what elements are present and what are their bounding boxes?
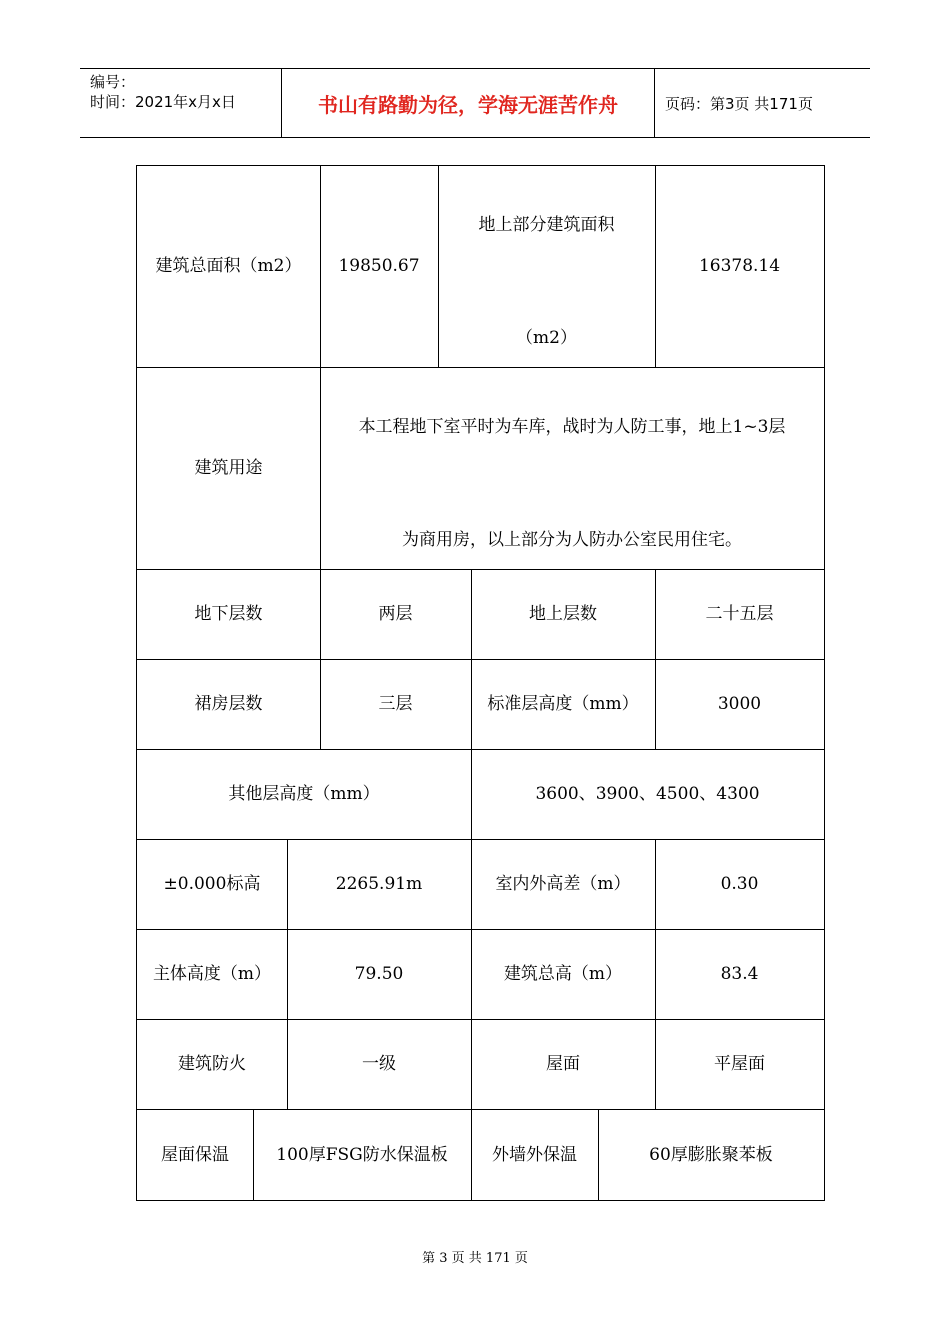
total-area-label: 建筑总面积（m2） xyxy=(155,256,302,277)
page-header xyxy=(80,68,870,138)
fire-rating-value: 一级 xyxy=(362,1053,396,1074)
other-height-label: 其他层高度（mm） xyxy=(228,783,380,804)
above-floors-label: 地上层数 xyxy=(529,603,597,624)
inout-diff-label: 室内外高差（m） xyxy=(495,873,631,894)
total-area-value: 19850.67 xyxy=(338,256,420,277)
podium-floors-label: 裙房层数 xyxy=(194,693,263,714)
above-floors-value: 二十五层 xyxy=(705,603,774,624)
below-floors-value: 两层 xyxy=(378,603,413,624)
use-label: 建筑用途 xyxy=(194,457,263,478)
std-height-value: 3000 xyxy=(717,693,762,714)
use-value-line2: 为商用房，以上部分为人防办公室民用住宅。 xyxy=(402,530,742,550)
above-area-label-line2: （m2） xyxy=(516,328,577,348)
use-value-line1: 本工程地下室平时为车库，战时为人防工事，地上1~3层 xyxy=(358,417,786,437)
above-area-value: 16378.14 xyxy=(698,256,781,277)
above-area-label-line1: 地上部分建筑面积 xyxy=(478,215,615,235)
main-height-label: 主体高度（m） xyxy=(152,963,272,984)
total-height-value: 83.4 xyxy=(720,963,759,984)
zero-elevation-label: ±0.000标高 xyxy=(163,873,261,894)
below-floors-label: 地下层数 xyxy=(194,603,263,624)
roof-insulation-label: 屋面保温 xyxy=(161,1144,229,1165)
number-label: 编号： xyxy=(90,73,136,91)
time-label: 时间：2021年x月x日 xyxy=(90,93,236,111)
header-page-info: 页码：第3页 共171页 xyxy=(665,94,813,113)
zero-elevation-value: 2265.91m xyxy=(335,873,423,894)
main-height-value: 79.50 xyxy=(354,963,404,984)
building-info-table xyxy=(136,165,825,1201)
podium-floors-value: 三层 xyxy=(378,693,413,714)
roof-label: 屋面 xyxy=(546,1053,580,1074)
fire-rating-label: 建筑防火 xyxy=(178,1053,246,1074)
total-height-label: 建筑总高（m） xyxy=(503,963,623,984)
header-motto: 书山有路勤为径，学海无涯苦作舟 xyxy=(282,69,655,137)
other-height-value: 3600、3900、4500、4300 xyxy=(535,783,760,804)
roof-value: 平屋面 xyxy=(714,1053,765,1074)
roof-insulation-value: 100厚FSG防水保温板 xyxy=(276,1144,448,1165)
wall-insulation-label: 外墙外保温 xyxy=(492,1144,577,1165)
header-meta xyxy=(80,69,282,137)
page-footer: 第 3 页 共 171 页 xyxy=(422,1251,528,1266)
inout-diff-value: 0.30 xyxy=(720,873,759,894)
wall-insulation-value: 60厚膨胀聚苯板 xyxy=(649,1144,773,1165)
std-height-label: 标准层高度（mm） xyxy=(487,693,639,714)
